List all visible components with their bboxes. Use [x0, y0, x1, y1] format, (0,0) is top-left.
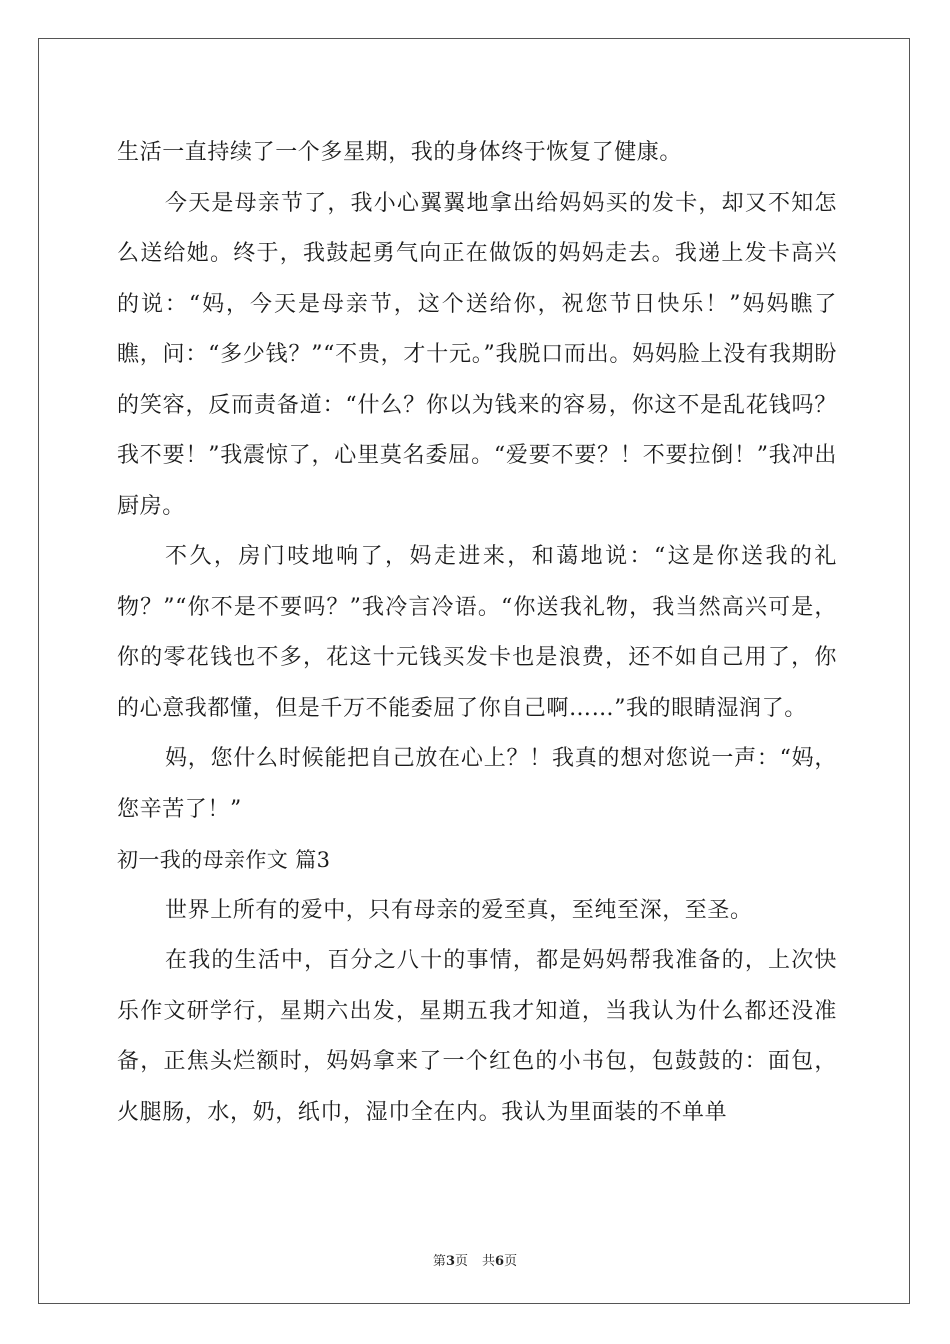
page-suffix: 页: [454, 1254, 468, 1269]
total-pages: 6: [495, 1254, 505, 1269]
page-number: 3: [445, 1254, 455, 1269]
total-prefix: 共: [482, 1254, 496, 1269]
paragraph-4: 妈，您什么时候能把自己放在心上？！我真的想对您说一声：“妈，您辛苦了！”: [117, 746, 837, 822]
paragraph-6: 在我的生活中，百分之八十的事情，都是妈妈帮我准备的，上次快乐作文研学行，星期六出发，星期五我才知道，当我认为什么都还没准备，正焦头烂额时，妈妈拿来了一个红色的小书包，包鼓鼓的：面包，火腿肠，水，奶，纸巾，湿巾全在内。我认为里面装的不单单: [117, 948, 837, 1125]
section-title: 初一我的母亲作文 篇3: [117, 848, 331, 872]
page-footer: [0, 1250, 950, 1269]
page-prefix: 第: [432, 1254, 446, 1269]
paragraph-2: 今天是母亲节了，我小心翼翼地拿出给妈妈买的发卡，却又不知怎么送给她。终于，我鼓起勇气向正在做饭的妈妈走去。我递上发卡高兴的说：“妈，今天是母亲节，这个送给你，祝您节日快乐！”妈妈瞧了瞧，问：“多少钱？”“不贵，才十元。”我脱口而出。妈妈脸上没有我期盼的笑容，反而责备道：“什么？你以为钱来的容易，你这不是乱花钱吗？我不要！”我震惊了，心里莫名委屈。“爱要不要？！不要拉倒！”我冲出厨房。: [117, 190, 837, 519]
paragraph-1: 生活一直持续了一个多星期，我的身体终于恢复了健康。: [117, 140, 683, 165]
total-suffix: 页: [504, 1254, 518, 1269]
document-body: [117, 128, 837, 1138]
paragraph-3: 不久，房门吱地响了，妈走进来，和蔼地说：“这是你送我的礼物？”“你不是不要吗？”我冷言冷语。“你送我礼物，我当然高兴可是，你的零花钱也不多，花这十元钱买发卡也是浪费，还不如自己用了，你的心意我都懂，但是千万不能委屈了你自己啊……”我的眼睛湿润了。: [117, 544, 837, 721]
paragraph-5: 世界上所有的爱中，只有母亲的爱至真，至纯至深，至圣。: [165, 897, 753, 923]
